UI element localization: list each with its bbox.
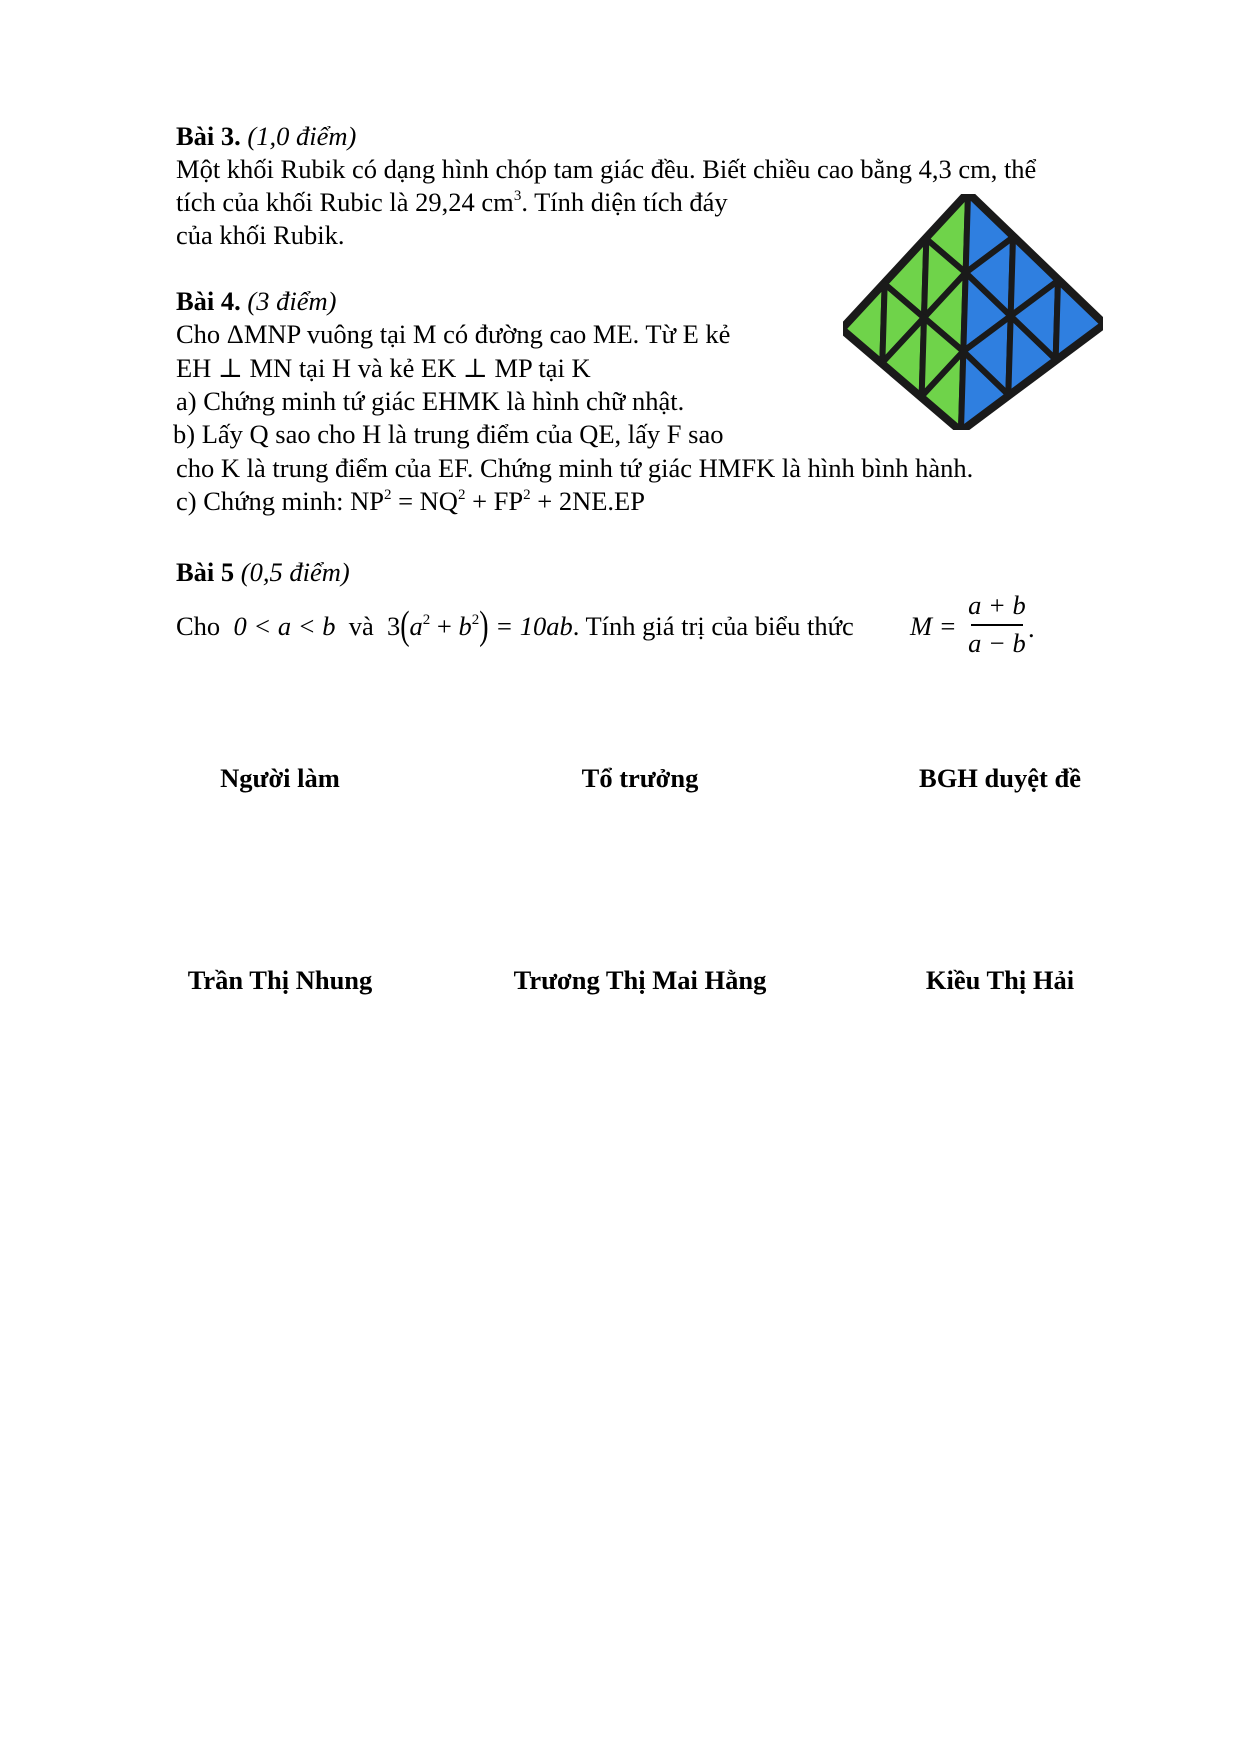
bai4-line-6-suffix: + 2NE.EP	[530, 486, 645, 516]
sup-nq: 2	[457, 487, 466, 503]
name-truong-thi-mai-hang: Trương Thị Mai Hằng	[513, 965, 767, 995]
bai3-cube-sup: 3	[513, 188, 522, 204]
fraction-bar	[971, 624, 1023, 626]
eq-a: a	[409, 611, 423, 641]
bai5-statement	[176, 603, 854, 649]
bai4-line-6	[176, 485, 645, 517]
pyramid-rubik-image	[843, 194, 1103, 430]
sup-np: 2	[383, 487, 392, 503]
name-kieu-thi-hai: Kiều Thị Hải	[925, 965, 1075, 995]
bai3-line-1: Một khối Rubik có dạng hình chóp tam giác đều. Biết chiều cao bằng 4,3 cm, thể	[176, 154, 1037, 184]
bai5-tail: . Tính giá trị của biểu thức	[572, 611, 854, 641]
m-fraction	[967, 590, 1027, 660]
bai5-equation: $3(a^2 + b^2) = 10ab$	[386, 603, 573, 649]
bai4-line-2: EH ⊥ MN tại H và kẻ EK ⊥ MP tại K	[176, 353, 591, 383]
bai3-heading-line	[176, 120, 356, 152]
eq-rhs: = 10ab	[488, 611, 573, 641]
bai4-line-6-mid2: + FP	[465, 486, 524, 516]
eq-a-sup: 2	[422, 612, 431, 628]
bai4-line-6-mid1: = NQ	[391, 486, 458, 516]
role-nguoi-lam: Người làm	[220, 763, 340, 793]
bai4-heading-line	[176, 285, 336, 317]
sup-fp: 2	[523, 487, 531, 503]
bai4-line-4: b) Lấy Q sao cho H là trung điểm của QE, lấy F sao	[173, 419, 724, 449]
role-to-truong: Tổ trưởng	[581, 763, 699, 793]
bai4-line-6-prefix: c) Chứng minh: NP	[176, 486, 384, 516]
eq-b-sup: 2	[471, 612, 480, 628]
bai3-line-2b: . Tính diện tích đáy	[521, 187, 728, 217]
fraction-numerator: a + b	[968, 590, 1026, 620]
m-dot: .	[1028, 613, 1035, 643]
bai5-cho: Cho	[176, 611, 221, 641]
bai3-points: (1,0 điểm)	[247, 121, 357, 151]
role-bgh: BGH duyệt đề	[919, 763, 1081, 793]
m-lhs: M =	[910, 611, 957, 641]
fraction-denominator: a − b	[968, 628, 1026, 658]
bai5-heading-line	[176, 556, 350, 588]
bai4-points: (3 điểm)	[247, 286, 337, 316]
bai4-line-3: a) Chứng minh tứ giác EHMK là hình chữ nhật.	[176, 386, 685, 416]
bai5-points: (0,5 điểm)	[240, 557, 350, 587]
name-tran-thi-nhung: Trần Thị Nhung	[187, 965, 373, 995]
bai3-heading: Bài 3.	[176, 121, 241, 151]
bai4-line-1: Cho ΔMNP vuông tại M có đường cao ME. Từ E kẻ	[176, 319, 731, 349]
bai3-line-3: của khối Rubik.	[176, 220, 345, 250]
bai5-heading: Bài 5	[176, 557, 235, 587]
eq-plus: +	[430, 611, 459, 641]
bai5-inequality: 0 < a < b	[233, 611, 336, 641]
bai3-line-2a: tích của khối Rubic là 29,24 cm	[176, 187, 514, 217]
bai4-heading: Bài 4.	[176, 286, 241, 316]
bai5-va: và	[348, 611, 374, 641]
eq-coef: 3	[386, 611, 401, 641]
bai3-line-2	[176, 186, 728, 218]
eq-b: b	[458, 611, 472, 641]
bai4-line-5: cho K là trung điểm của EF. Chứng minh tứ giác HMFK là hình bình hành.	[176, 453, 974, 483]
